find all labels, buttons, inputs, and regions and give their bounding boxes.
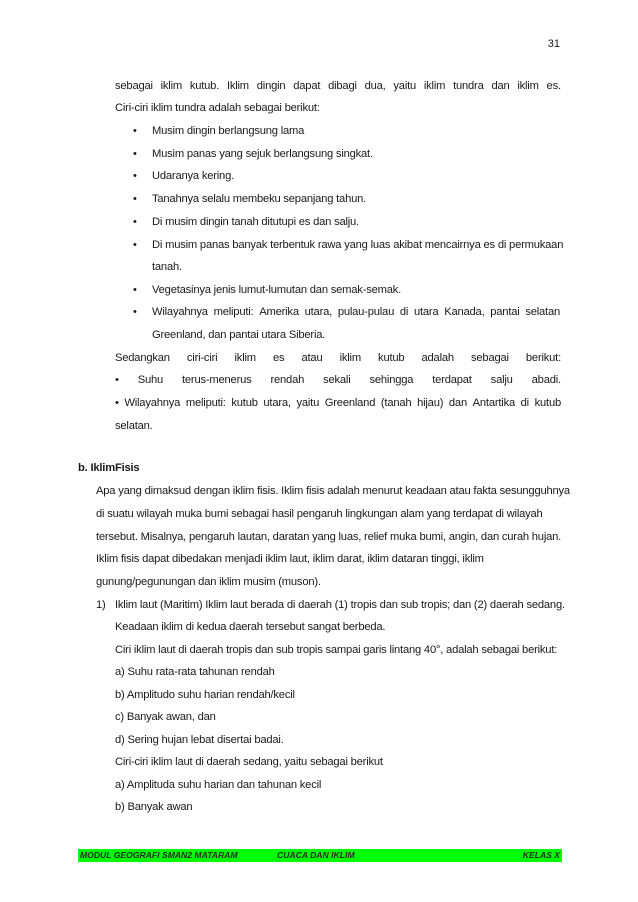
word: sehingga bbox=[369, 374, 414, 386]
kutub-line-2 bbox=[115, 374, 561, 386]
section-b-para-line: Apa yang dimaksud dengan iklim fisis. Iklim fisis adalah menurut keadaan atau fakta sesungguhnya bbox=[96, 485, 570, 497]
bullet-icon: • bbox=[133, 239, 137, 251]
section-b-para-line: gunung/pegunungan dan iklim musim (muson). bbox=[96, 576, 321, 588]
word: atau bbox=[301, 352, 323, 364]
word: kutub. bbox=[189, 80, 220, 92]
kutub-line-3 bbox=[115, 397, 561, 409]
bullet-icon: • bbox=[133, 284, 137, 296]
word: pantai bbox=[490, 306, 520, 318]
word: Wilayahnya bbox=[124, 397, 181, 409]
word: meliputi: bbox=[185, 397, 226, 409]
word: • bbox=[115, 397, 119, 409]
word: salju bbox=[490, 374, 513, 386]
section-b-para-line: Iklim fisis dapat dibedakan menjadi iklim laut, iklim darat, iklim dataran tinggi, iklim bbox=[96, 553, 484, 565]
word: • bbox=[115, 374, 119, 386]
word: dingin bbox=[256, 80, 286, 92]
list-item: Di musim panas banyak terbentuk rawa yang luas akibat mencairnya es di permukaan bbox=[152, 239, 564, 251]
kutub-line-4: selatan. bbox=[115, 420, 153, 432]
word: rendah bbox=[270, 374, 305, 386]
item-1-line: b) Amplitudo suhu harian rendah/kecil bbox=[115, 689, 295, 701]
word: abadi. bbox=[531, 374, 561, 386]
footer-left: MODUL GEOGRAFI SMAN2 MATARAM bbox=[80, 850, 238, 860]
word: Suhu bbox=[137, 374, 164, 386]
bullet-icon: • bbox=[133, 306, 137, 318]
bullet-icon: • bbox=[133, 148, 137, 160]
word: iklim bbox=[234, 352, 256, 364]
word: adalah bbox=[421, 352, 454, 364]
list-item-continuation: Greenland, dan pantai utara Siberia. bbox=[152, 329, 326, 341]
footer-right: KELAS X bbox=[522, 850, 560, 860]
word: dan bbox=[448, 397, 467, 409]
bullet-icon: • bbox=[133, 170, 137, 182]
section-b-para-line: di suatu wilayah muka bumi sebagai hasil pengaruh lingkungan alam yang terdapat di wilayah bbox=[96, 508, 543, 520]
word: di bbox=[399, 306, 409, 318]
word: sebagai bbox=[115, 80, 153, 92]
list-item: Di musim dingin tanah ditutupi es dan salju. bbox=[152, 216, 359, 228]
word: kutub bbox=[378, 352, 405, 364]
word: terus-menerus bbox=[181, 374, 252, 386]
word: utara bbox=[413, 306, 439, 318]
item-1-line: Ciri-ciri iklim laut di daerah sedang, yaitu sebagai berikut bbox=[115, 756, 383, 768]
word: pulau-pulau bbox=[337, 306, 395, 318]
word: utara, bbox=[263, 397, 291, 409]
word: Greenland bbox=[324, 397, 376, 409]
word: Antartika bbox=[472, 397, 515, 409]
word: terdapat bbox=[432, 374, 472, 386]
word: sebagai bbox=[471, 352, 509, 364]
list-item: Tanahnya selalu membeku sepanjang tahun. bbox=[152, 193, 367, 205]
section-b-heading: b. IklimFisis bbox=[78, 462, 140, 474]
tundra-intro-line-1 bbox=[115, 80, 561, 92]
footer-center: CUACA DAN IKLIM bbox=[277, 850, 355, 860]
word: iklim bbox=[160, 80, 182, 92]
word: selatan bbox=[525, 306, 560, 318]
word: iklim bbox=[517, 80, 539, 92]
bullet-icon: • bbox=[133, 193, 137, 205]
list-item: Udaranya kering. bbox=[152, 170, 234, 182]
item-1-line: Iklim laut (Maritim) Iklim laut berada di daerah (1) tropis dan sub tropis; dan (2) daerah sedang. bbox=[115, 599, 565, 611]
item-1-number: 1) bbox=[96, 599, 106, 611]
item-1-line: b) Banyak awan bbox=[115, 801, 193, 813]
item-1-line: a) Amplituda suhu harian dan tahunan kecil bbox=[115, 779, 322, 791]
word: Wilayahnya bbox=[152, 306, 208, 318]
tundra-intro-line-2: Ciri-ciri iklim tundra adalah sebagai berikut: bbox=[115, 102, 320, 114]
word: dua, bbox=[364, 80, 386, 92]
word: tundra bbox=[453, 80, 484, 92]
word: yaitu bbox=[393, 80, 417, 92]
word: Sedangkan bbox=[115, 352, 170, 364]
item-1-line: Ciri iklim laut di daerah tropis dan sub tropis sampai garis lintang 40°, adalah sebagai berikut: bbox=[115, 644, 558, 656]
word: kutub bbox=[534, 397, 561, 409]
word: ciri-ciri bbox=[186, 352, 218, 364]
word: iklim bbox=[423, 80, 446, 92]
item-1-line: Keadaan iklim di kedua daerah tersebut sangat berbeda. bbox=[115, 621, 386, 633]
word: Iklim bbox=[226, 80, 249, 92]
word: sekali bbox=[323, 374, 351, 386]
list-item bbox=[152, 306, 560, 318]
word: dapat bbox=[293, 80, 321, 92]
word: berikut: bbox=[525, 352, 561, 364]
page-footer bbox=[78, 849, 562, 862]
item-1-line: d) Sering hujan lebat disertai badai. bbox=[115, 734, 284, 746]
word: (tanah bbox=[380, 397, 412, 409]
word: di bbox=[520, 397, 529, 409]
word: kutub bbox=[231, 397, 258, 409]
item-1-line: a) Suhu rata-rata tahunan rendah bbox=[115, 666, 275, 678]
word: meliputi: bbox=[213, 306, 254, 318]
item-1-line: c) Banyak awan, dan bbox=[115, 711, 216, 723]
bullet-icon: • bbox=[133, 125, 137, 137]
word: yaitu bbox=[296, 397, 320, 409]
word: Kanada, bbox=[444, 306, 485, 318]
bullet-icon: • bbox=[133, 216, 137, 228]
list-item-continuation: tanah. bbox=[152, 261, 182, 273]
word: Amerika bbox=[259, 306, 299, 318]
word: iklim bbox=[339, 352, 361, 364]
word: dan bbox=[491, 80, 510, 92]
section-b-para-line: tersebut. Misalnya, pengaruh lautan, daratan yang luas, relief muka bumi, angin, dan curah hujan. bbox=[96, 531, 562, 543]
word: hijau) bbox=[417, 397, 444, 409]
list-item: Vegetasinya jenis lumut-lumutan dan semak-semak. bbox=[152, 284, 402, 296]
word: utara, bbox=[304, 306, 333, 318]
word: dibagi bbox=[328, 80, 357, 92]
word: es bbox=[272, 352, 285, 364]
word: es. bbox=[546, 80, 561, 92]
page-number: 31 bbox=[547, 38, 560, 50]
list-item: Musim dingin berlangsung lama bbox=[152, 125, 305, 137]
list-item: Musim panas yang sejuk berlangsung singkat. bbox=[152, 148, 373, 160]
kutub-line-1 bbox=[115, 352, 561, 364]
